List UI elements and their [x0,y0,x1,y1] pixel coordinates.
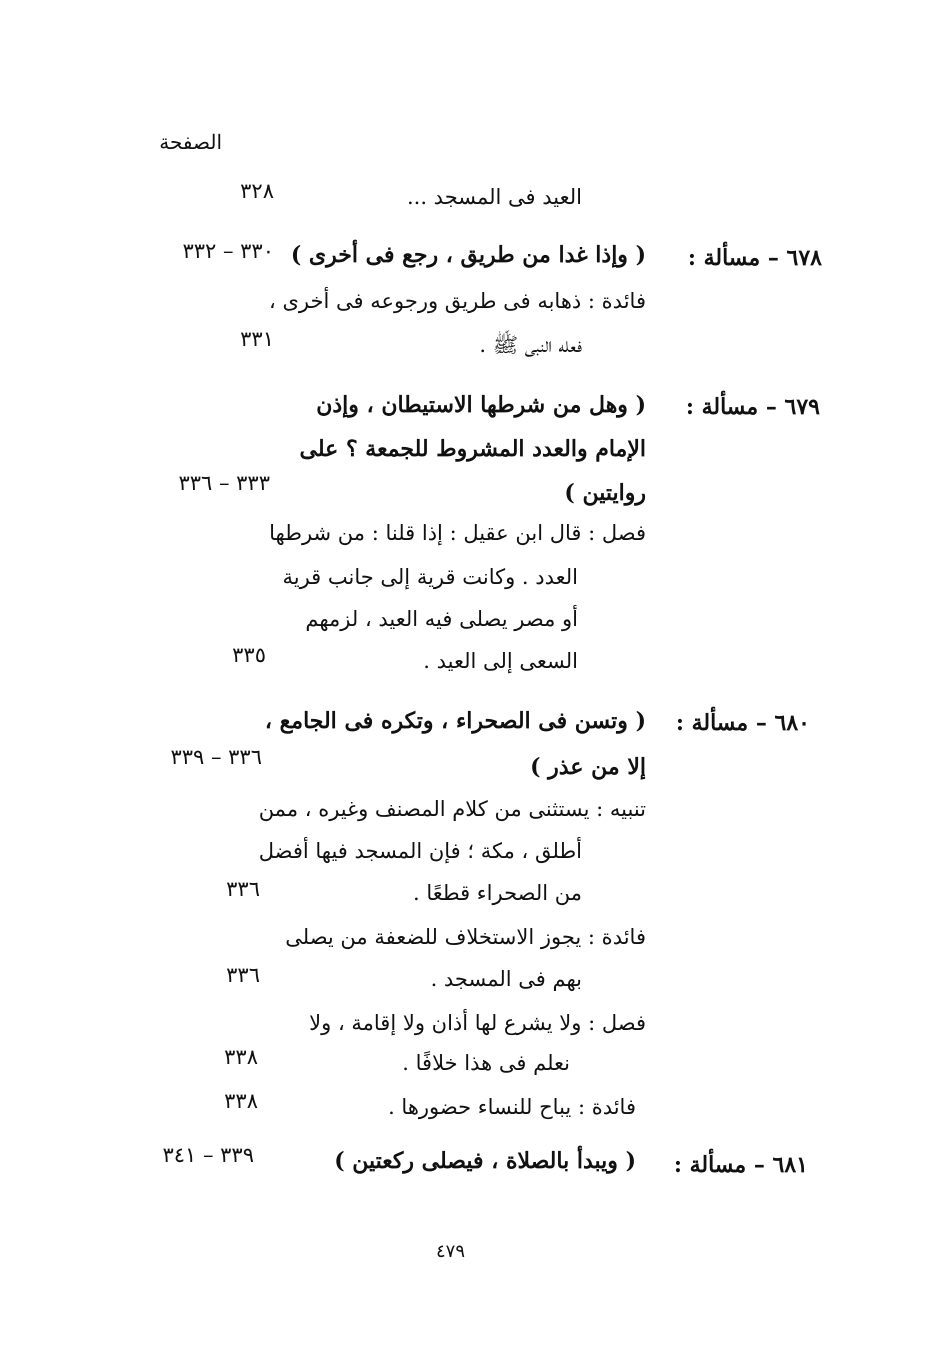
entry-679-note-line2: العدد . وكانت قرية إلى جانب قرية [282,565,578,589]
entry-680-note4-line1: فائدة : يباح للنساء حضورها . [388,1095,636,1119]
entry-678-note-line2: فعله النبى ﷺ . [479,333,582,357]
entry-679-note-line3: أو مصر يصلى فيه العيد ، لزمهم [305,607,578,631]
page-number: ٤٧٩ [436,1241,466,1262]
entry-679-note-line1: فصل : قال ابن عقيل : إذا قلنا : من شرطها [269,521,646,545]
entry-679-note-line4: السعى إلى العيد . [423,649,578,673]
entry-678-title: ( وإذا غدا من طريق ، رجع فى أخرى ) [290,242,646,268]
entry-680-note3-line1: فصل : ولا يشرع لها أذان ولا إقامة ، ولا [309,1011,646,1035]
entry-680-note2-line1: فائدة : يجوز الاستخلاف للضعفة من يصلى [285,925,646,949]
entry-679-label: ٦٧٩ – مسألة : [685,394,820,420]
continued-entry-page: ٣٢٨ [240,179,274,203]
continued-entry-text: العيد فى المسجد ... [406,185,582,209]
entry-681-label: ٦٨١ – مسألة : [673,1152,808,1178]
entry-680-note3-line2: نعلم فى هذا خلافًا . [402,1051,570,1075]
entry-681-pages: ٣٣٩ – ٣٤١ [162,1143,254,1167]
entry-679-title-line1: ( وهل من شرطها الاستيطان ، وإذن [316,392,646,418]
entry-680-label: ٦٨٠ – مسألة : [675,710,810,736]
entry-680-note4-page: ٣٣٨ [224,1089,258,1113]
entry-680-note3-page: ٣٣٨ [224,1045,258,1069]
entry-678-pages: ٣٣٠ – ٣٣٢ [182,239,274,263]
entry-678-note-line1: فائدة : ذهابه فى طريق ورجوعه فى أخرى ، [269,289,646,313]
entry-680-note1-line2: أطلق ، مكة ؛ فإن المسجد فيها أفضل [258,839,582,863]
entry-679-pages: ٣٣٣ – ٣٣٦ [178,471,270,495]
entry-678-note-page: ٣٣١ [240,327,274,351]
entry-680-note2-page: ٣٣٦ [226,963,260,987]
entry-679-note-page: ٣٣٥ [232,643,266,667]
entry-680-pages: ٣٣٦ – ٣٣٩ [170,745,262,769]
entry-678-label: ٦٧٨ – مسألة : [687,245,822,271]
entry-681-title: ( ويبدأ بالصلاة ، فيصلى ركعتين ) [334,1148,636,1174]
page-column-header: الصفحة [159,130,222,154]
entry-679-title-line2: الإمام والعدد المشروط للجمعة ؟ على [299,436,646,462]
entry-680-note1-line1: تنبيه : يستثنى من كلام المصنف وغيره ، ممن [258,797,646,821]
entry-680-title-line1: ( وتسن فى الصحراء ، وتكره فى الجامع ، [264,708,646,734]
entry-679-title-line3: روايتين ) [564,480,646,506]
entry-680-note1-page: ٣٣٦ [226,877,260,901]
entry-680-note1-line3: من الصحراء قطعًا . [412,881,582,905]
entry-680-note2-line2: بهم فى المسجد . [430,967,582,991]
entry-680-title-line2: إلا من عذر ) [530,754,646,780]
